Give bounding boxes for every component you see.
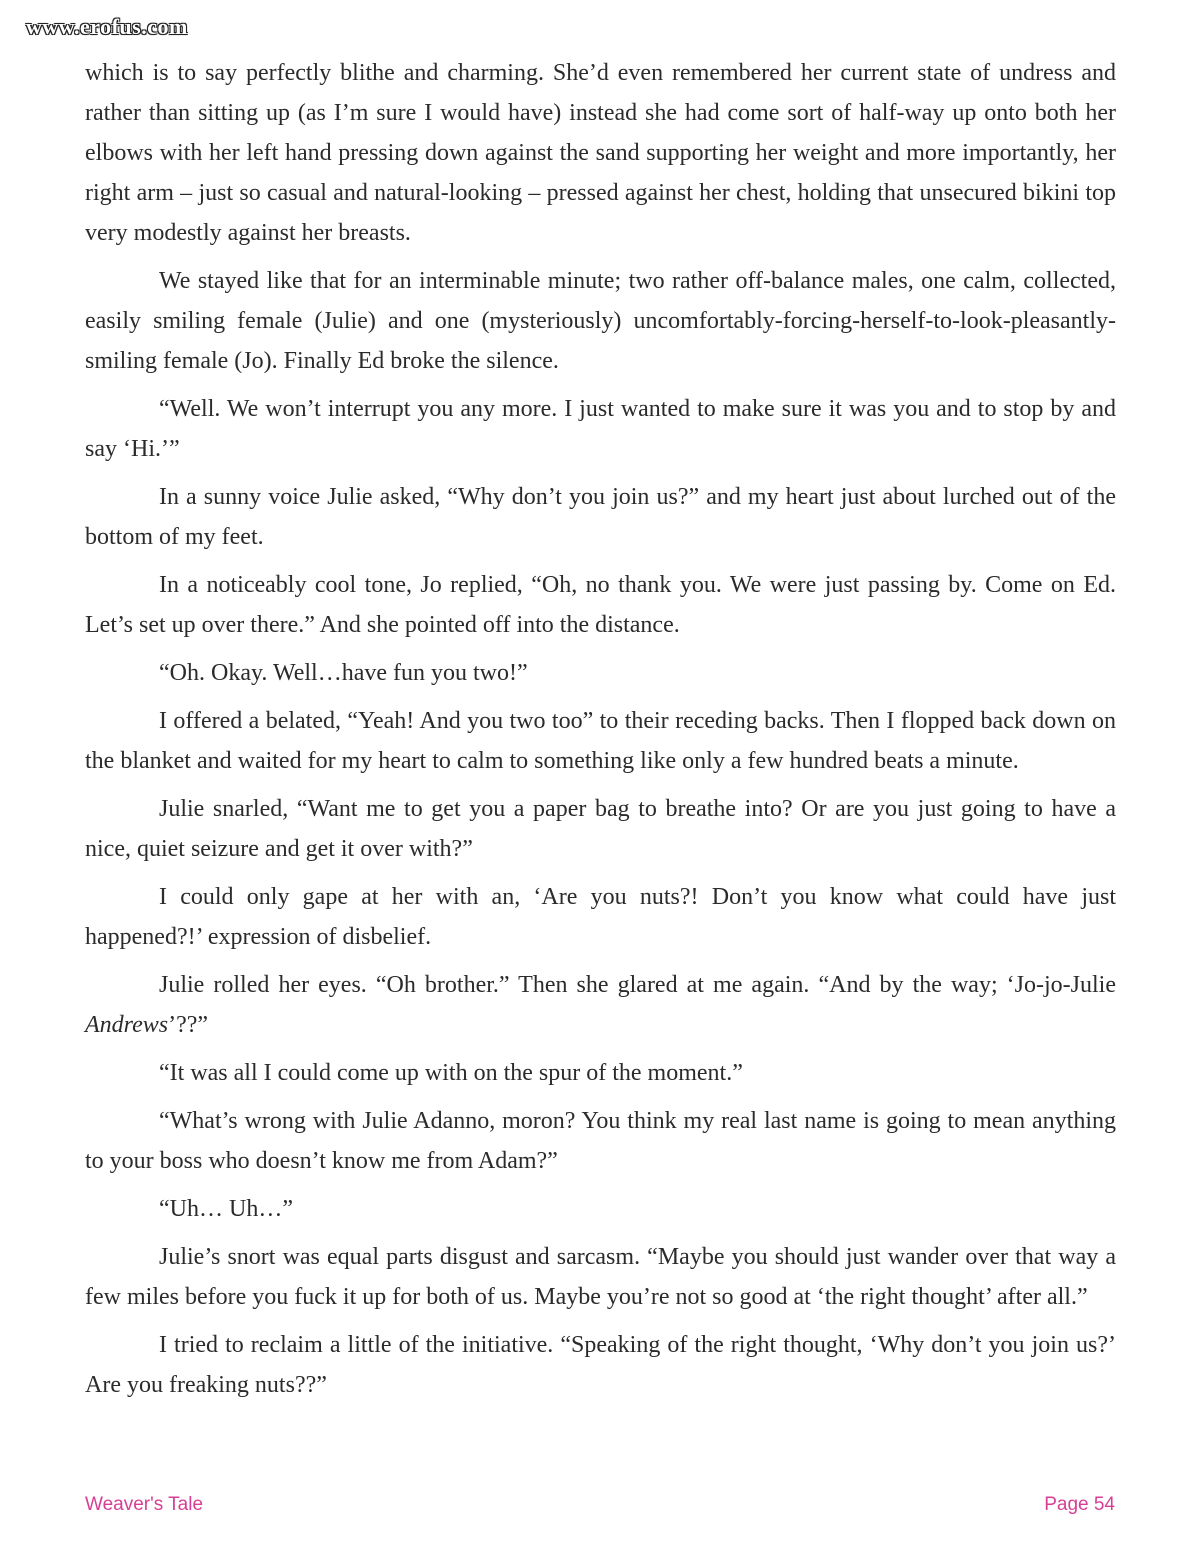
paragraph-9: I could only gape at her with an, ‘Are you nuts?! Don’t you know what could have just happened?!’ expression of disbelief.	[85, 884, 1116, 950]
paragraph-14: Julie’s snort was equal parts disgust and sarcasm. “Maybe you should just wander over that way a few miles before you fuck it up for both of us. Maybe you’re not so good at ‘the right thought’ after all.”	[85, 1244, 1116, 1310]
paragraph-11: “It was all I could come up with on the spur of the moment.”	[159, 1060, 743, 1086]
paragraph-10-pre: Julie rolled her eyes. “Oh brother.” Then she glared at me again. “And by the way; ‘Jo-jo-Julie	[159, 972, 1116, 998]
page-footer	[85, 1494, 1115, 1516]
paragraph-6: “Oh. Okay. Well…have fun you two!”	[159, 660, 528, 686]
paragraph-5: In a noticeably cool tone, Jo replied, “Oh, no thank you. We were just passing by. Come on Ed. Let’s set up over there.” And she pointed off into the distance.	[85, 572, 1116, 638]
paragraph-10-italic: Andrews	[85, 1012, 169, 1038]
paragraph-8: Julie snarled, “Want me to get you a paper bag to breathe into? Or are you just going to have a nice, quiet seizure and get it over with?”	[85, 796, 1116, 862]
paragraph-1: which is to say perfectly blithe and charming. She’d even remembered her current state of undress and rather than sitting up (as I’m sure I would have) instead she had come sort of half-way up onto both her elbows with her left hand pressing down against the sand supporting her weight and more importantly, her right arm – just so casual and natural-looking – pressed against her chest, holding that unsecured bikini top very modestly against her breasts.	[85, 60, 1116, 246]
page-body	[85, 53, 1116, 1413]
paragraph-2: We stayed like that for an interminable minute; two rather off-balance males, one calm, collected, easily smiling female (Julie) and one (mysteriously) uncomfortably-forcing-herself-to-look-pleasantly- smiling female (Jo). Finally Ed broke the silence.	[85, 268, 1116, 374]
paragraph-10-post: ’??”	[168, 1012, 209, 1038]
watermark: www.erofus.com	[26, 14, 188, 39]
paragraph-7: I offered a belated, “Yeah! And you two too” to their receding backs. Then I flopped back down on the blanket and waited for my heart to calm to something like only a few hundred beats a minute.	[85, 708, 1116, 774]
paragraph-10	[85, 965, 1116, 1045]
footer-page-number: Page 54	[1044, 1494, 1115, 1515]
paragraph-4: In a sunny voice Julie asked, “Why don’t you join us?” and my heart just about lurched out of the bottom of my feet.	[85, 484, 1116, 550]
paragraph-3: “Well. We won’t interrupt you any more. I just wanted to make sure it was you and to stop by and say ‘Hi.’”	[85, 396, 1116, 462]
paragraph-13: “Uh… Uh…”	[159, 1196, 293, 1222]
paragraph-12: “What’s wrong with Julie Adanno, moron? You think my real last name is going to mean anything to your boss who doesn’t know me from Adam?”	[85, 1108, 1116, 1174]
footer-book-title: Weaver's Tale	[85, 1494, 204, 1515]
paragraph-15: I tried to reclaim a little of the initiative. “Speaking of the right thought, ‘Why don’t you join us?’ Are you freaking nuts??”	[85, 1332, 1116, 1398]
